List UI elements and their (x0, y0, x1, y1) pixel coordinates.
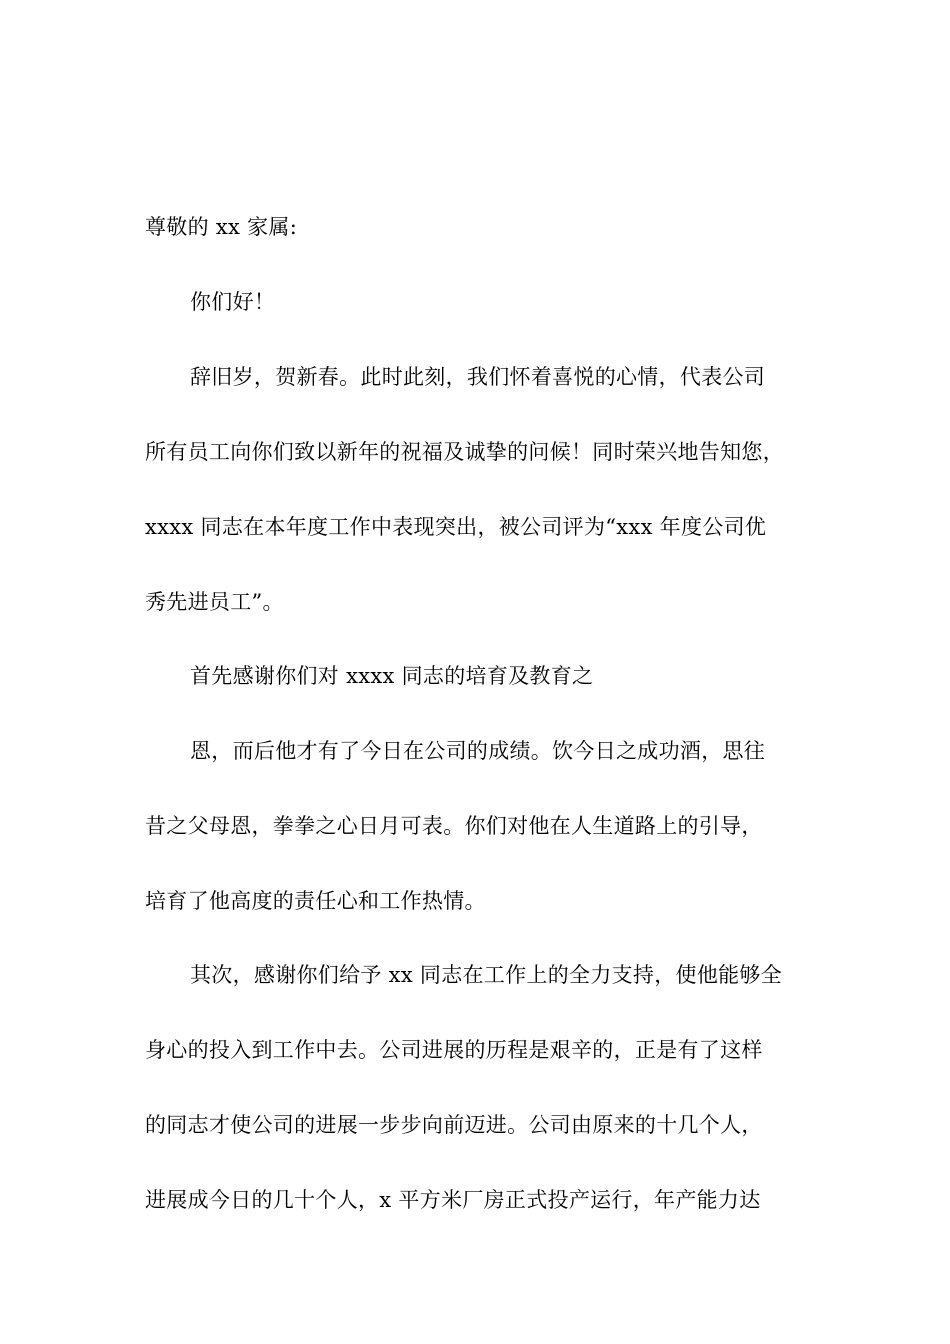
paragraph-line: 的同志才使公司的进展一步步向前迈进。公司由原来的十几个人， (145, 1113, 763, 1137)
paragraph-line: 进展成今日的几十个人，x 平方米厂房正式投产运行，年产能力达 (145, 1188, 761, 1212)
greeting: 你们好！ (190, 290, 276, 314)
paragraph-line: 恩，而后他才有了今日在公司的成绩。饮今日之成功酒，思往 (190, 739, 766, 763)
paragraph-line: 昔之父母恩，拳拳之心日月可表。你们对他在人生道路上的引导， (145, 814, 763, 838)
salutation: 尊敬的 xx 家属: (145, 215, 298, 239)
paragraph-line: 身心的投入到工作中去。公司进展的历程是艰辛的，正是有了这样 (145, 1038, 763, 1062)
paragraph-line: 所有员工向你们致以新年的祝福及诚挚的问候！同时荣兴地告知您， (145, 440, 784, 464)
paragraph-line: 培育了他高度的责任心和工作热情。 (145, 889, 486, 913)
paragraph-line: 其次，感谢你们给予 xx 同志在工作上的全力支持，使他能够全 (190, 963, 783, 987)
paragraph-line: 辞旧岁，贺新春。此时此刻，我们怀着喜悦的心情，代表公司 (190, 365, 766, 389)
paragraph-line: xxxx 同志在本年度工作中表现突出，被公司评为“xxx 年度公司优 (145, 515, 767, 539)
paragraph-line: 首先感谢你们对 xxxx 同志的培育及教育之 (190, 664, 594, 688)
paragraph-line: 秀先进员工”。 (145, 590, 284, 614)
